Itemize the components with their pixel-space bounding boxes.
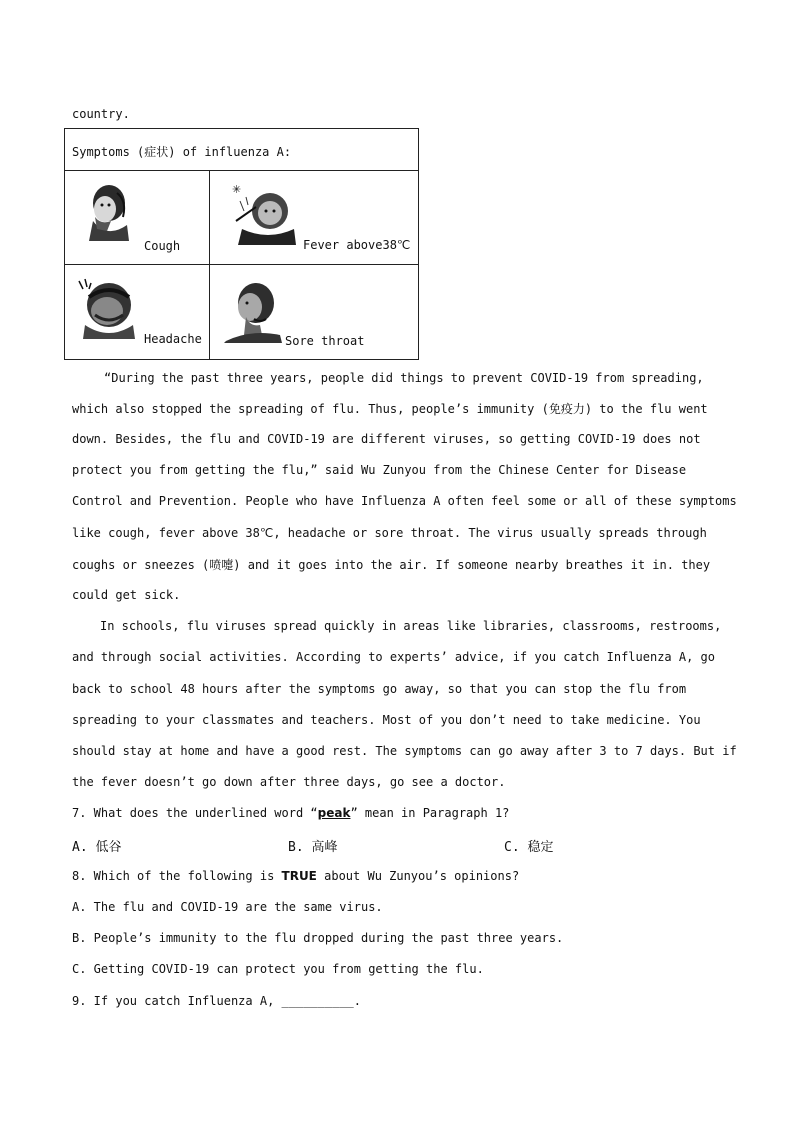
paragraph-line: Control and Prevention. People who have Influenza A often feel some or all of these symptoms <box>72 494 737 508</box>
question-8-option-a[interactable]: A. The flu and COVID-19 are the same virus. <box>72 900 383 914</box>
svg-text:✳: ✳ <box>232 183 242 196</box>
paragraph-line: should stay at home and have a good rest. The symptoms can go away after 3 to 7 days. But if <box>72 744 737 758</box>
paragraph-line: like cough, fever above 38℃, headache or sore throat. The virus usually spreads through <box>72 526 707 540</box>
answer-blank[interactable]: __________ <box>281 994 354 1008</box>
paragraph-line: could get sick. <box>72 588 181 602</box>
sore-throat-cell <box>210 265 419 360</box>
question-9-suffix: . <box>353 994 361 1008</box>
fever-person-icon <box>228 181 300 247</box>
question-8-prefix: 8. Which of the following is <box>72 869 282 883</box>
question-7 <box>72 806 509 820</box>
question-7-suffix: ” mean in Paragraph 1? <box>350 806 510 820</box>
question-7-option-b[interactable]: B. 高峰 <box>288 840 338 855</box>
question-9-prefix: 9. If you catch Influenza A, <box>72 994 282 1008</box>
paragraph-line: In schools, flu viruses spread quickly in areas like libraries, classrooms, restrooms, <box>100 619 722 633</box>
sore-throat-label: Sore throat <box>285 334 365 348</box>
paragraph-line: back to school 48 hours after the symptoms go away, so that you can stop the flu from <box>72 682 687 696</box>
question-8-bold: TRUE <box>281 869 317 883</box>
question-8-option-b[interactable]: B. People’s immunity to the flu dropped during the past three years. <box>72 931 564 945</box>
cough-label: Cough <box>144 239 181 253</box>
question-7-option-a[interactable]: A. 低谷 <box>72 840 122 855</box>
top-line: country. <box>72 107 130 121</box>
question-9 <box>72 994 361 1008</box>
table-header-cell <box>65 129 419 171</box>
paragraph-line: spreading to your classmates and teachers. Most of you don’t need to take medicine. You <box>72 713 701 727</box>
question-7-prefix: 7. What does the underlined word “ <box>72 806 318 820</box>
paragraph-line: the fever doesn’t go down after three days, go see a doctor. <box>72 775 506 789</box>
paragraph-line: coughs or sneezes (喷嚏) and it goes into the air. If someone nearby breathes it in. they <box>72 558 711 572</box>
paragraph-line: down. Besides, the flu and COVID-19 are different viruses, so getting COVID-19 does not <box>72 432 701 446</box>
paragraph-line: protect you from getting the flu,” said Wu Zunyou from the Chinese Center for Disease <box>72 463 687 477</box>
paragraph-line: “During the past three years, people did things to prevent COVID-19 from spreading, <box>104 371 704 385</box>
paragraph-line: which also stopped the spreading of flu. Thus, people’s immunity (免疫力) to the flu went <box>72 402 708 416</box>
paragraph-line: and through social activities. According to experts’ advice, if you catch Influenza A, go <box>72 650 715 664</box>
question-8-option-c[interactable]: C. Getting COVID-19 can protect you from getting the flu. <box>72 962 484 976</box>
headache-cell <box>65 265 210 360</box>
fever-cell <box>210 171 419 265</box>
table-header: Symptoms (症状) of influenza A: <box>72 145 292 159</box>
symptoms-table <box>64 128 419 360</box>
headache-label: Headache <box>144 332 202 346</box>
question-8 <box>72 869 519 883</box>
headache-person-icon <box>75 275 139 339</box>
sore-throat-person-icon <box>220 279 286 343</box>
fever-label: Fever above38℃ <box>303 238 411 252</box>
coughing-person-icon <box>77 181 137 241</box>
question-7-option-c[interactable]: C. 稳定 <box>504 840 554 855</box>
cough-cell <box>65 171 210 265</box>
underlined-word: peak <box>317 806 351 820</box>
question-8-suffix: about Wu Zunyou’s opinions? <box>316 869 520 883</box>
